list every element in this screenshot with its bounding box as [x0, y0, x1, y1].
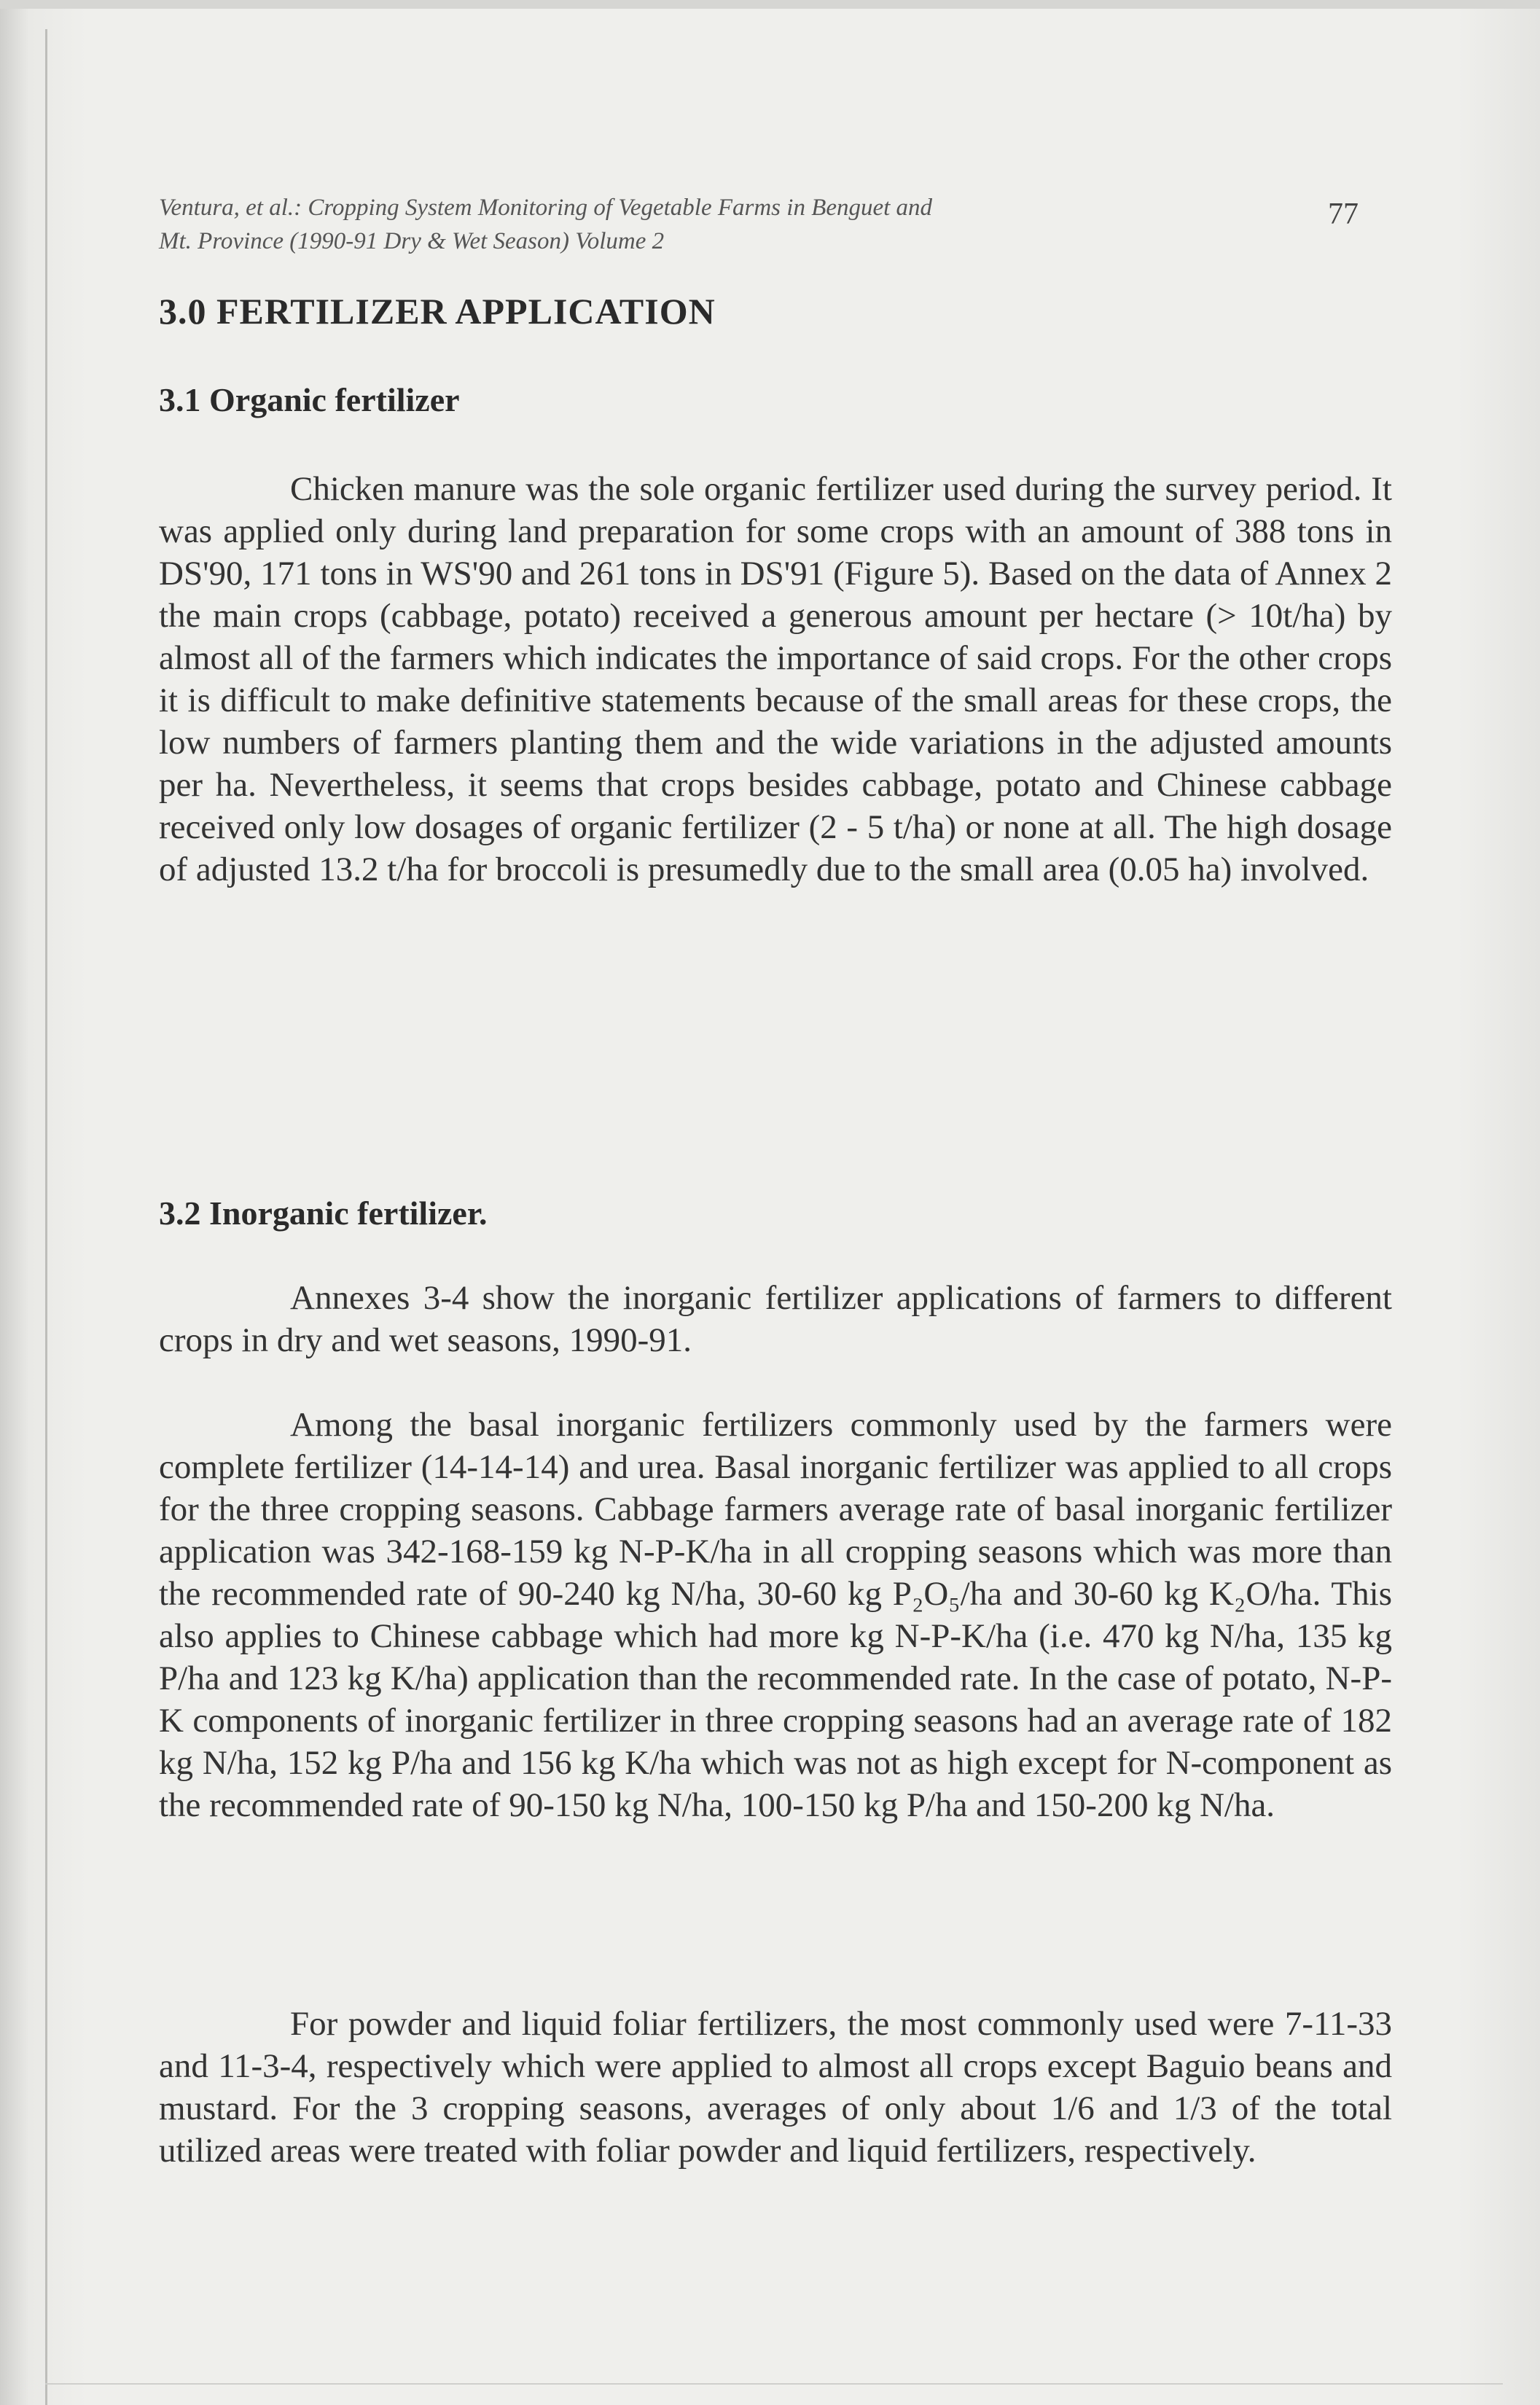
running-head-line-1: Ventura, et al.: Cropping System Monitoring of Vegetable Farms in Benguet and	[159, 195, 933, 221]
running-head	[159, 191, 1194, 258]
page-top-edge	[0, 0, 1540, 9]
paragraph-annexes: Annexes 3-4 show the inorganic fertilizer applications of farmers to different crops in dry and wet seasons, 1990-91.	[159, 1279, 1392, 1359]
page-number: 77	[1328, 198, 1359, 231]
subsection-heading-organic: 3.1 Organic fertilizer	[159, 381, 460, 418]
running-head-line-2: Mt. Province (1990-91 Dry & Wet Season) Volume 2	[159, 228, 665, 254]
page-binding-edge	[45, 29, 47, 2405]
page-bottom-edge	[45, 2383, 1503, 2385]
paragraph-basal-inorganic: Among the basal inorganic fertilizers commonly used by the farmers were complete fertilizer (14-14-14) and urea. Basal inorganic fertilizer was applied to all crops for the three cropping seasons. Cabbage farmers average rate of basal inorganic fertilizer application was 342-168-159 kg N-P-K/ha in all cropping seasons which was more than the recommended rate of 90-240 kg N/ha, 30-60 kg P₂O₅/ha and 30-60 kg K₂O/ha. This also applies to Chinese cabbage which had more kg N-P-K/ha (i.e. 470 kg N/ha, 135 kg P/ha and 123 kg K/ha) application than the recommended rate. In the case of potato, N-P-K components of inorganic fertilizer in three cropping seasons had an average rate of 182 kg N/ha, 152 kg P/ha and 156 kg K/ha which was not as high except for N-component as the recommended rate of 90-150 kg N/ha, 100-150 kg P/ha and 150-200 kg N/ha.	[159, 1406, 1392, 1824]
section-title: 3.0 FERTILIZER APPLICATION	[159, 291, 716, 332]
subsection-heading-inorganic: 3.2 Inorganic fertilizer.	[159, 1194, 488, 1232]
paragraph-foliar-fertilizers: For powder and liquid foliar fertilizers, the most commonly used were 7-11-33 and 11-3-4, respectively which were applied to almost all crops except Baguio beans and mustard. For the 3 cropping seasons, averages of only about 1/6 and 1/3 of the total utilized areas were treated with foliar powder and liquid fertilizers, respectively.	[159, 2005, 1392, 2170]
paragraph-organic-fertilizer: Chicken manure was the sole organic fertilizer used during the survey period. It was applied only during land preparation for some crops with an amount of 388 tons in DS'90, 171 tons in WS'90 and 261 tons in DS'91 (Figure 5). Based on the data of Annex 2 the main crops (cabbage, potato) received a generous amount per hectare (> 10t/ha) by almost all of the farmers which indicates the importance of said crops. For the other crops it is difficult to make definitive statements because of the small areas for these crops, the low numbers of farmers planting them and the wide variations in the adjusted amounts per ha. Nevertheless, it seems that crops besides cabbage, potato and Chinese cabbage received only low dosages of organic fertilizer (2 - 5 t/ha) or none at all. The high dosage of adjusted 13.2 t/ha for broccoli is presumedly due to the small area (0.05 ha) involved.	[159, 470, 1392, 888]
